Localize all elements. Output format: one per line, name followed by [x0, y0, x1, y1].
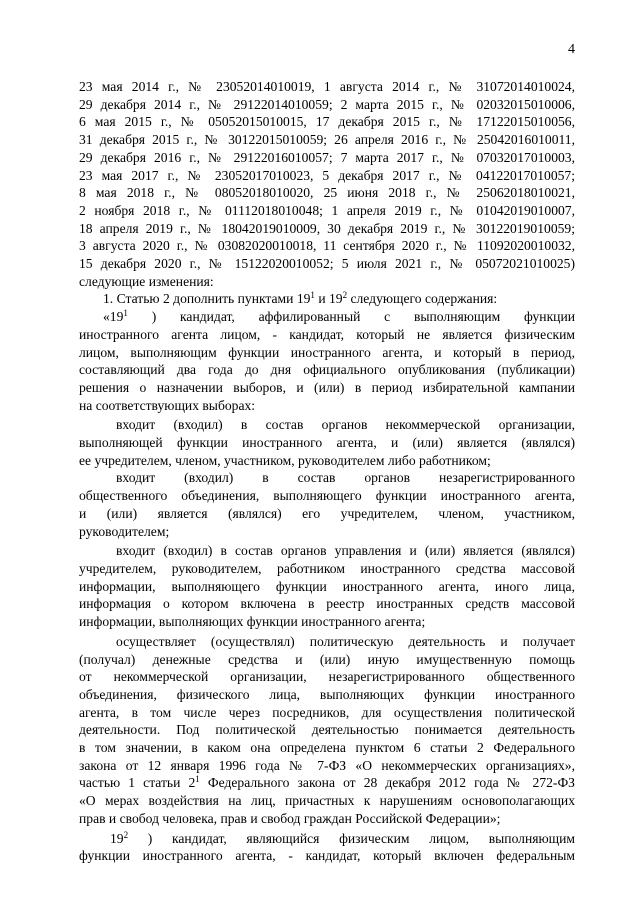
- superscript: 2: [123, 829, 129, 840]
- text-line: «О мерах воздействия на лиц, причастных к нарушениям основополагающих: [79, 793, 575, 809]
- text-line: на соответствующих выборах:: [79, 397, 256, 413]
- text-line: от некоммерческой организации, незарегистрированного общественного: [79, 669, 575, 685]
- text-line: закона от 12 января 1996 года № 7-ФЗ «О некоммерческих организациях»,: [79, 757, 575, 773]
- text-line: в том значении, в каком она определена пунктом 6 статьи 2 Федерального: [79, 740, 575, 756]
- text-line: 6 мая 2015 г., № 05052015010015, 17 декабря 2015 г., № 17122015010056,: [79, 114, 575, 130]
- text-line: входит (входил) в состав органов незарегистрированного: [116, 470, 575, 486]
- text-line: 29 декабря 2016 г., № 29122016010057; 7 марта 2017 г., № 07032017010003,: [79, 149, 575, 165]
- text-line: 15 декабря 2020 г., № 15122020010052; 5 июля 2021 г., № 05072021010025): [79, 256, 575, 272]
- text-line: информации, выполняющего функции иностранного агента, иного лица,: [79, 578, 575, 594]
- text-line: общественного объединения, выполняющего функции иностранного агента,: [79, 488, 575, 504]
- text-line: прав и свобод человека, прав и свобод граждан Российской Федерации»;: [79, 810, 501, 826]
- text-line: 1. Статью 2 дополнить пунктами $19^1$ и $19^2$ следующего содержания:: [103, 290, 498, 307]
- page-number: 4: [568, 42, 575, 57]
- text-line: «$19^1$ ) кандидат, аффилированный с выполняющим функции: [103, 308, 575, 325]
- superscript: 1: [123, 308, 128, 319]
- text-line: входит (входил) в состав органов управления и (или) является (являлся): [116, 543, 575, 559]
- text-line: 29 декабря 2014 г., № 29122014010059; 2 марта 2015 г., № 02032015010006,: [79, 96, 575, 112]
- text-line: осуществляет (осуществлял) политическую деятельность и получает: [116, 633, 575, 649]
- text-line: ее учредителем, членом, участником, руководителем либо работником;: [79, 452, 491, 468]
- text-line: деятельности. Под политической деятельностью понимается деятельность: [79, 722, 575, 738]
- superscript: 1: [310, 290, 315, 301]
- text-line: информация о котором включена в реестр иностранных средств массовой: [79, 596, 575, 612]
- text-line: частью 1 статьи $2^1$ Федерального закона от 28 декабря 2012 года № 272-ФЗ: [79, 774, 575, 791]
- text-line: функции иностранного агента, - кандидат, который включен федеральным: [79, 848, 575, 864]
- text-line: решения о назначении выборов, и (или) в период избирательной кампании: [79, 379, 575, 395]
- superscript: 2: [342, 290, 348, 301]
- text-line: составляющий два года до дня официального опубликования (публикации): [79, 362, 575, 378]
- text-line: руководителем;: [79, 523, 170, 539]
- text-line: объединения, физического лица, выполняющих функции иностранного: [79, 686, 575, 702]
- text-line: 2 ноября 2018 г., № 01112018010048; 1 апреля 2019 г., № 01042019010007,: [79, 202, 575, 218]
- text-line: следующие изменения:: [79, 273, 214, 289]
- text-line: 31 декабря 2015 г., № 30122015010059; 26 апреля 2016 г., № 25042016010011,: [79, 132, 575, 148]
- text-line: $19^2$ ) кандидат, являющийся физическим лицом, выполняющим: [110, 829, 575, 846]
- text-line: иностранного агента лицом, - кандидат, который не является физическим: [79, 326, 575, 342]
- text-line: агента, в том числе через посредников, для осуществления политической: [79, 704, 575, 720]
- document-body: [79, 78, 575, 865]
- text-line: 3 августа 2020 г., № 03082020010018, 11 сентября 2020 г., № 11092020010032,: [79, 238, 575, 254]
- text-line: входит (входил) в состав органов некоммерческой организации,: [116, 417, 575, 433]
- text-line: и (или) является (являлся) его учредителем, членом, участником,: [79, 505, 575, 521]
- text-line: (получал) денежные средства и (или) иную имущественную помощь: [79, 651, 575, 667]
- text-line: лицом, выполняющим функции иностранного агента, и который в период,: [79, 344, 575, 360]
- text-line: информации, выполняющих функции иностранного агента;: [79, 614, 426, 630]
- text-line: 23 мая 2017 г., № 23052017010023, 5 декабря 2017 г., № 04122017010057;: [79, 167, 575, 183]
- text-line: 8 мая 2018 г., № 08052018010020, 25 июня 2018 г., № 25062018010021,: [79, 185, 575, 201]
- superscript: 1: [195, 774, 200, 785]
- text-line: 18 апреля 2019 г., № 18042019010009, 30 декабря 2019 г., № 30122019010059;: [79, 220, 575, 236]
- text-line: 23 мая 2014 г., № 23052014010019, 1 августа 2014 г., № 31072014010024,: [79, 79, 575, 94]
- text-line: учредителем, руководителем, работником иностранного средства массовой: [79, 560, 575, 576]
- text-line: выполняющей функции иностранного агента, и (или) является (являлся): [79, 435, 575, 451]
